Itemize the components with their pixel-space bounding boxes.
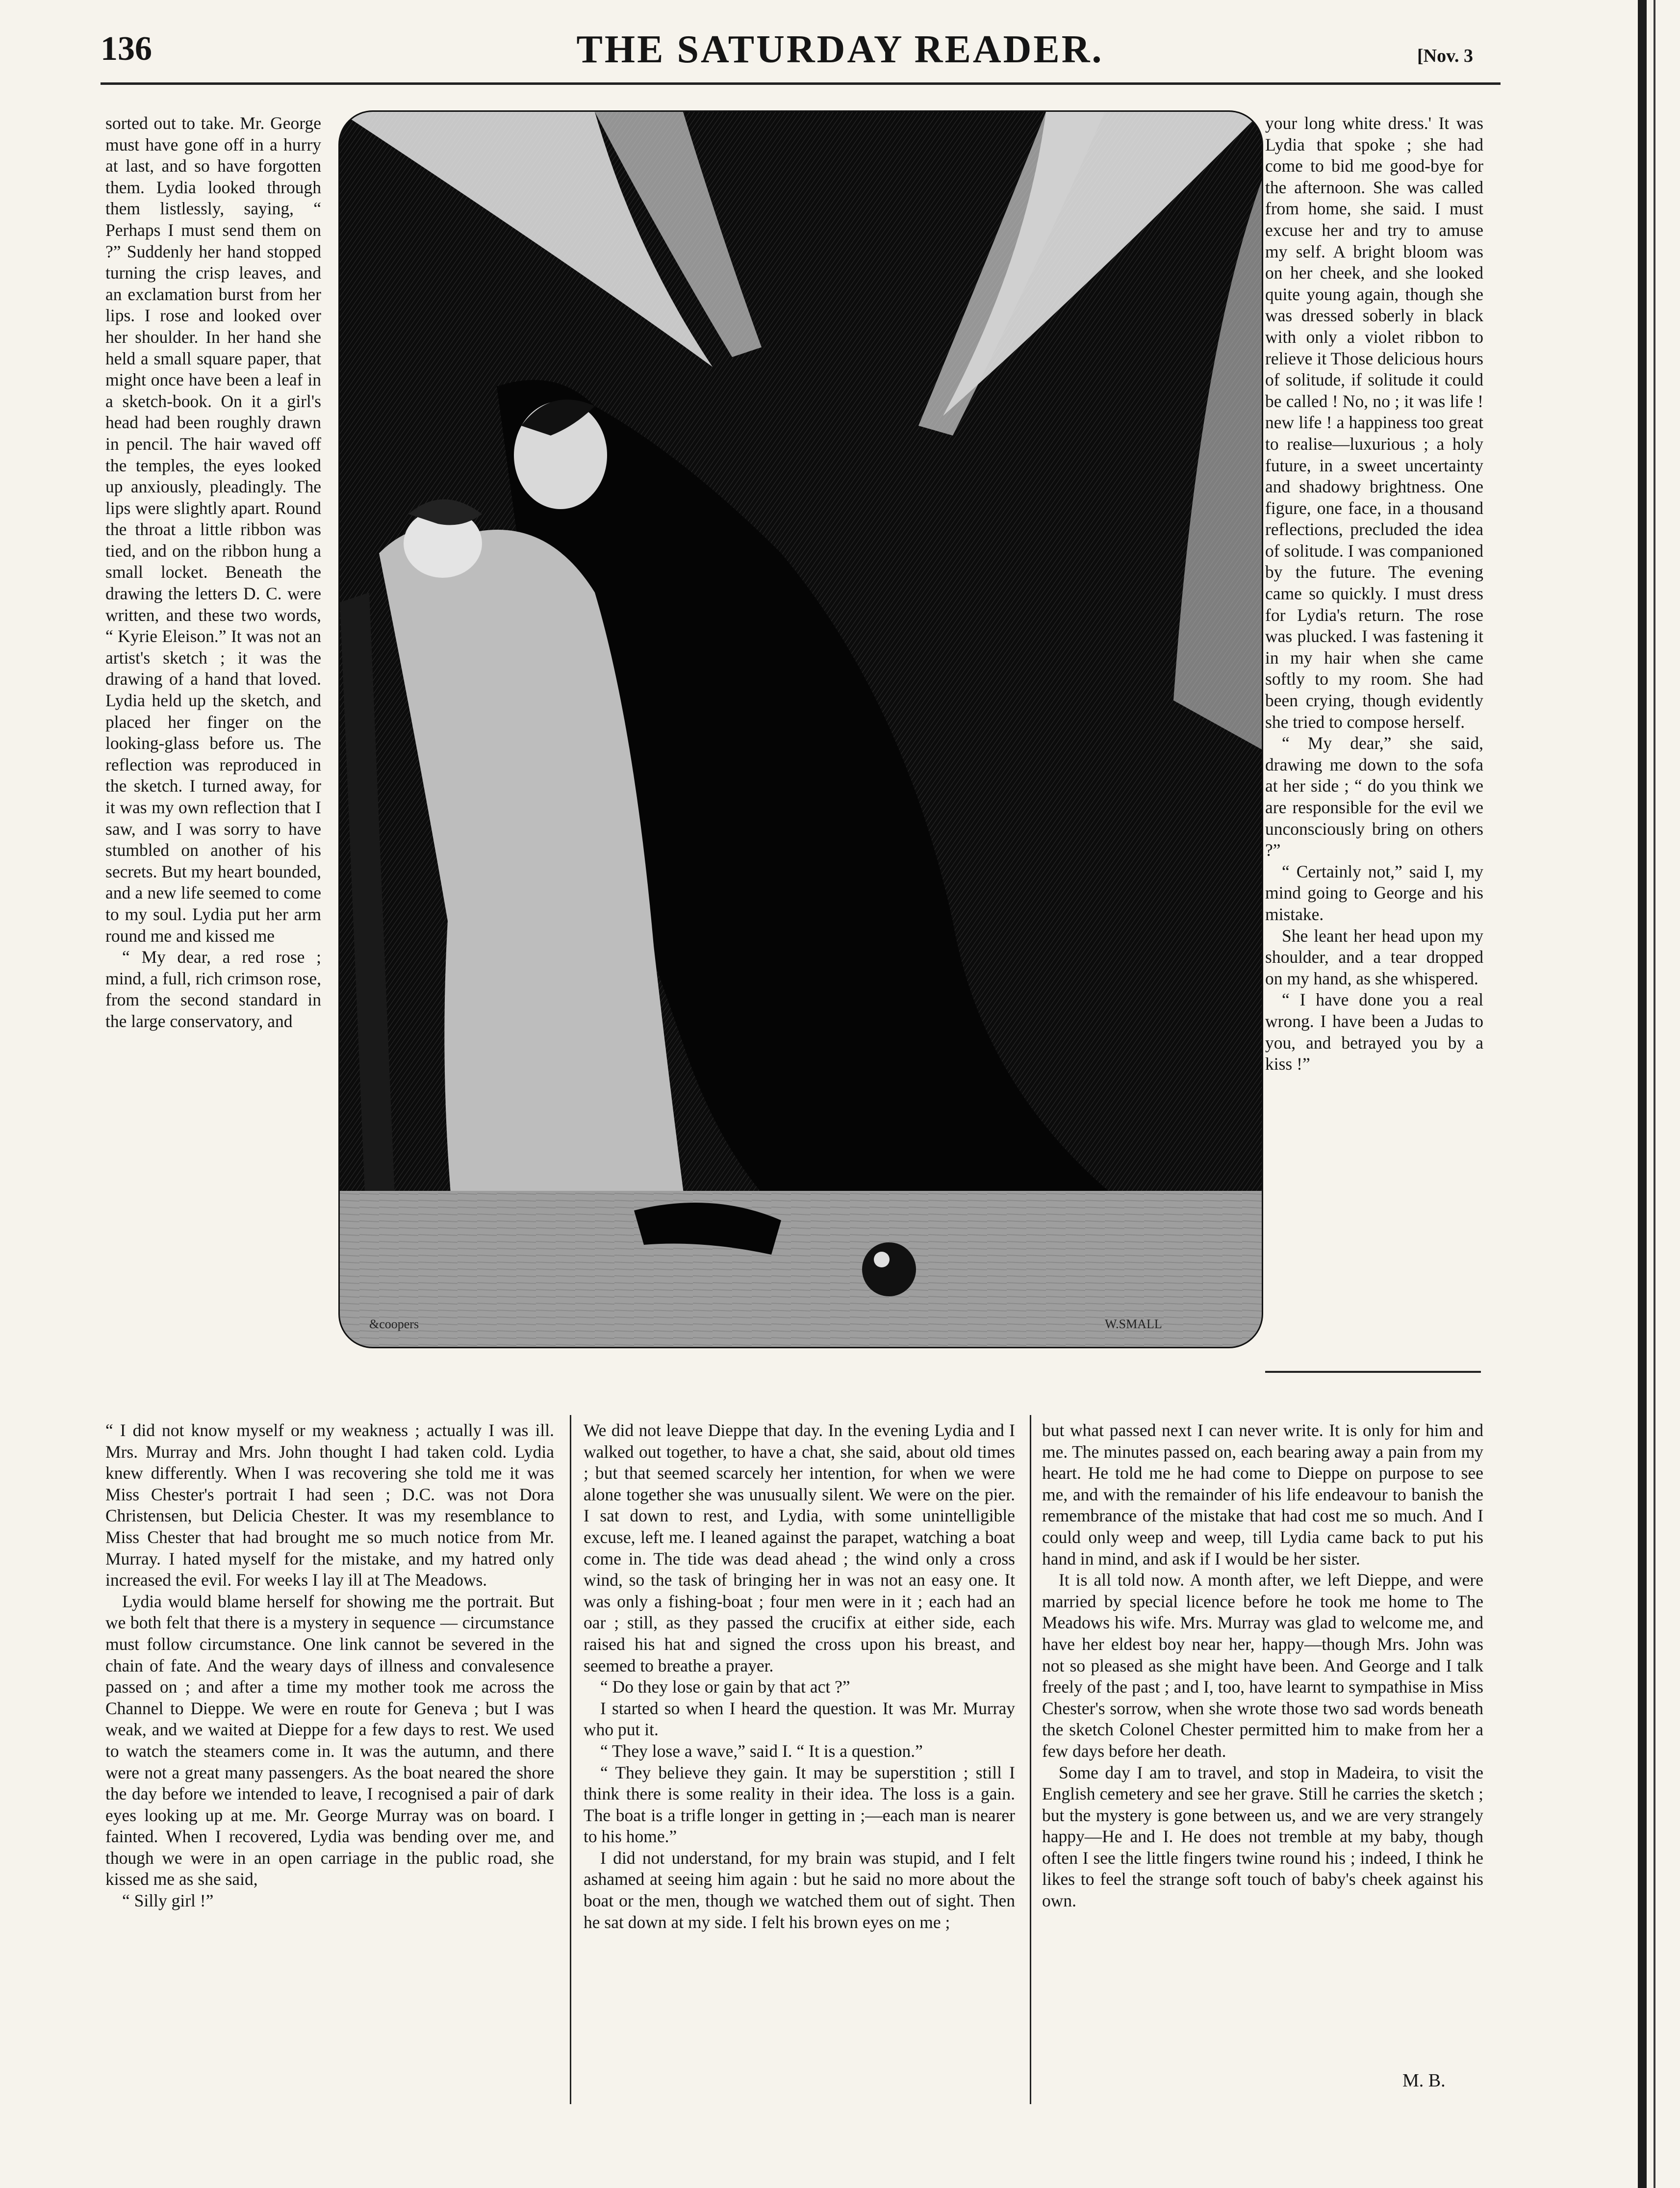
author-signature: M. B.: [1402, 2070, 1446, 2091]
paragraph: She leant her head upon my shoulder, and a tear dropped on my hand, as she whispered.: [1265, 926, 1483, 988]
column-divider: [1030, 1415, 1031, 2104]
right-column: [1265, 113, 1483, 1075]
publication-title: THE SATURDAY READER.: [576, 28, 1104, 71]
paragraph: “ They believe they gain. It may be superstition ; still I think there is some reality in their idea. The loss is a gain. The boat is a trifle longer in getting in ;—each man is nearer to his home.”: [584, 1762, 1015, 1847]
paragraph: I started so when I heard the question. It was Mr. Murray who put it.: [584, 1698, 1015, 1740]
paragraph: “ Do they lose or gain by that act ?”: [600, 1677, 850, 1697]
paragraph: “ I have done you a real wrong. I have been a Judas to you, and betrayed you by a kiss !”: [1265, 990, 1483, 1074]
binding-edge-line: [1654, 0, 1655, 2188]
paragraph: Some day I am to travel, and stop in Madeira, to visit the English cemetery and see her grave. Still he carries the sketch ; but the mystery is gone between us, and we are very strangely happy—He and I. He does not tremble at my baby, though often I see the little fingers twine round his ; indeed, I think he likes to feel the strange soft touch of baby's cheek against his own.: [1042, 1762, 1483, 1911]
section-rule: [1265, 1371, 1481, 1373]
paragraph: “ I did not know myself or my weakness ; actually I was ill. Mrs. Murray and Mrs. John thought I had taken cold. Lydia knew differently. When I was recovering she told me it was Miss Chester's portrait I had seen ; D.C. was not Dora Christensen, but Delicia Chester. It was my resemblance to Miss Chester that had brought me so much notice from Mr. Murray. I hated myself for the mistake, and my hatred only increased the evil. For weeks I lay ill at The Meadows.: [105, 1420, 554, 1590]
illustration: [338, 110, 1263, 1348]
bottom-column-3: [1042, 1420, 1483, 1912]
page-number: 136: [101, 30, 152, 68]
paragraph: sorted out to take. Mr. George must have gone off in a hurry at last, and so have forgotten them. Lydia looked through them listlessly, saying, “ Perhaps I must send them on ?” Suddenly her hand stopped turning the crisp leaves, and an exclamation burst from her lips. I rose and looked over her shoulder. In her hand she held a small square paper, that might once have been a leaf in a sketch-book. On it a girl's head had been roughly drawn in pencil. The hair waved off the temples, the eyes looked up anxiously, pleadingly. The lips were slightly apart. Round the throat a little ribbon was tied, and on the ribbon hung a small locket. Beneath the drawing the letters D. C. were written, and these two words, “ Kyrie Eleison.” It was not an artist's sketch ; it was the drawing of a hand that loved. Lydia held up the sketch, and placed her finger on the looking-glass before us. The reflection was reproduced in the sketch. I turned away, for it was my own reflection that I saw, and I was sorry to have stumbled on another of his secrets. But my heart bounded, and a new life seemed to come to my soul. Lydia put her arm round me and kissed me: [105, 113, 321, 946]
paragraph: “ Certainly not,” said I, my mind going to George and his mistake.: [1265, 861, 1483, 924]
paragraph: your long white dress.' It was Lydia that spoke ; she had come to bid me good-bye for the afternoon. She was called from home, she said. I must excuse her and try to amuse my self. A bright bloom was on her cheek, and she looked quite young again, though she was dressed soberly in black with only a violet ribbon to relieve it Those delicious hours of solitude, if solitude it could be called ! No, no ; it was life ! new life ! a happiness too great to realise—luxurious ; a holy future, in a sweet uncertainty and shadowy brightness. One figure, one face, in a thousand reflections, precluded the idea of solitude. I was companioned by the future. The evening came so quickly. I must dress for Lydia's return. The rose was plucked. I was fastening it in my hair when she came softly to my room. She had been crying, though evidently she tried to compose herself.: [1265, 113, 1483, 732]
paragraph: I did not understand, for my brain was stupid, and I felt ashamed at seeing him again : but he said no more about the boat or the men, though we watched them out of sight. Then he sat down at my side. I felt his brown eyes on me ;: [584, 1848, 1015, 1932]
left-column: [105, 113, 321, 1032]
paragraph: It is all told now. A month after, we left Dieppe, and were married by special licence before he took me home to The Meadows his wife. Mrs. Murray was glad to welcome me, and have her eldest boy near her, happy—though Mrs. John was not so pleased as she might have been. And George and I talk freely of the past ; and I, too, have learnt to sympathise in Miss Chester's sorrow, when she wrote those two sad words beneath the sketch Colonel Chester permitted him to make from her a few days before her death.: [1042, 1570, 1483, 1761]
paragraph: “ Silly girl !”: [122, 1891, 214, 1911]
issue-date: [Nov. 3: [1417, 46, 1473, 66]
paragraph: but what passed next I can never write. It is only for him and me. The minutes passed on, each bearing away a pain from my heart. He told me he had come to Dieppe on purpose to see me, and with the remainder of his life endeavour to banish the remembrance of the mistake that had cost me so much. And I could only weep and weep, till Lydia came back to put his hand in mind, and ask if I would be her sister.: [1042, 1420, 1483, 1569]
bottom-column-2: [584, 1420, 1015, 1933]
artist-signature: W.SMALL: [1105, 1317, 1162, 1331]
engraving-image: [340, 112, 1262, 1347]
paragraph: We did not leave Dieppe that day. In the evening Lydia and I walked out together, to have a chat, she said, about old times ; but that seemed scarcely her intention, for when we were alone together she was unusually silent. We were on the pier. I sat down to rest, and Lydia, with some unintelligible excuse, left me. I leaned against the parapet, watching a boat come in. The tide was dead ahead ; the wind only a cross wind, so the task of bringing her in was not an easy one. It was only a fishing-boat ; four men were in it ; each had an oar ; still, as they passed the crucifix at either side, each raised his hat and signed the cross upon his breast, and seemed to breathe a prayer.: [584, 1420, 1015, 1675]
paragraph: “ My dear, a red rose ; mind, a full, rich crimson rose, from the second standard in the large conservatory, and: [105, 947, 321, 1031]
engraver-signature-left: &coopers: [369, 1317, 419, 1331]
paragraph: Lydia would blame herself for showing me the portrait. But we both felt that there is a mystery in sequence — circumstance must follow circumstance. One link cannot be severed in the chain of fate. And the weary days of illness and convalesence passed on ; and after a time my mother took me across the Channel to Dieppe. We were en route for Geneva ; but I was weak, and we waited at Dieppe for a few days to rest. We used to watch the steamers come in. It was the autumn, and there were not a great many passengers. As the boat neared the shore the day before we intended to leave, I recognised a pair of dark eyes looking up at me. Mr. George Murray was on board. I fainted. When I recovered, Lydia was bending over me, and though we were in an open carriage in the public road, she kissed me as she said,: [105, 1591, 554, 1889]
column-divider: [570, 1415, 571, 2104]
bottom-column-1: [105, 1420, 554, 1912]
paragraph: “ They lose a wave,” said I. “ It is a question.”: [600, 1741, 923, 1761]
ball: [862, 1242, 916, 1296]
paragraph: “ My dear,” she said, drawing me down to the sofa at her side ; “ do you think we are responsible for the evil we unconsciously bring on others ?”: [1265, 733, 1483, 860]
binding-edge: [1638, 0, 1647, 2188]
header-rule: [101, 82, 1501, 85]
